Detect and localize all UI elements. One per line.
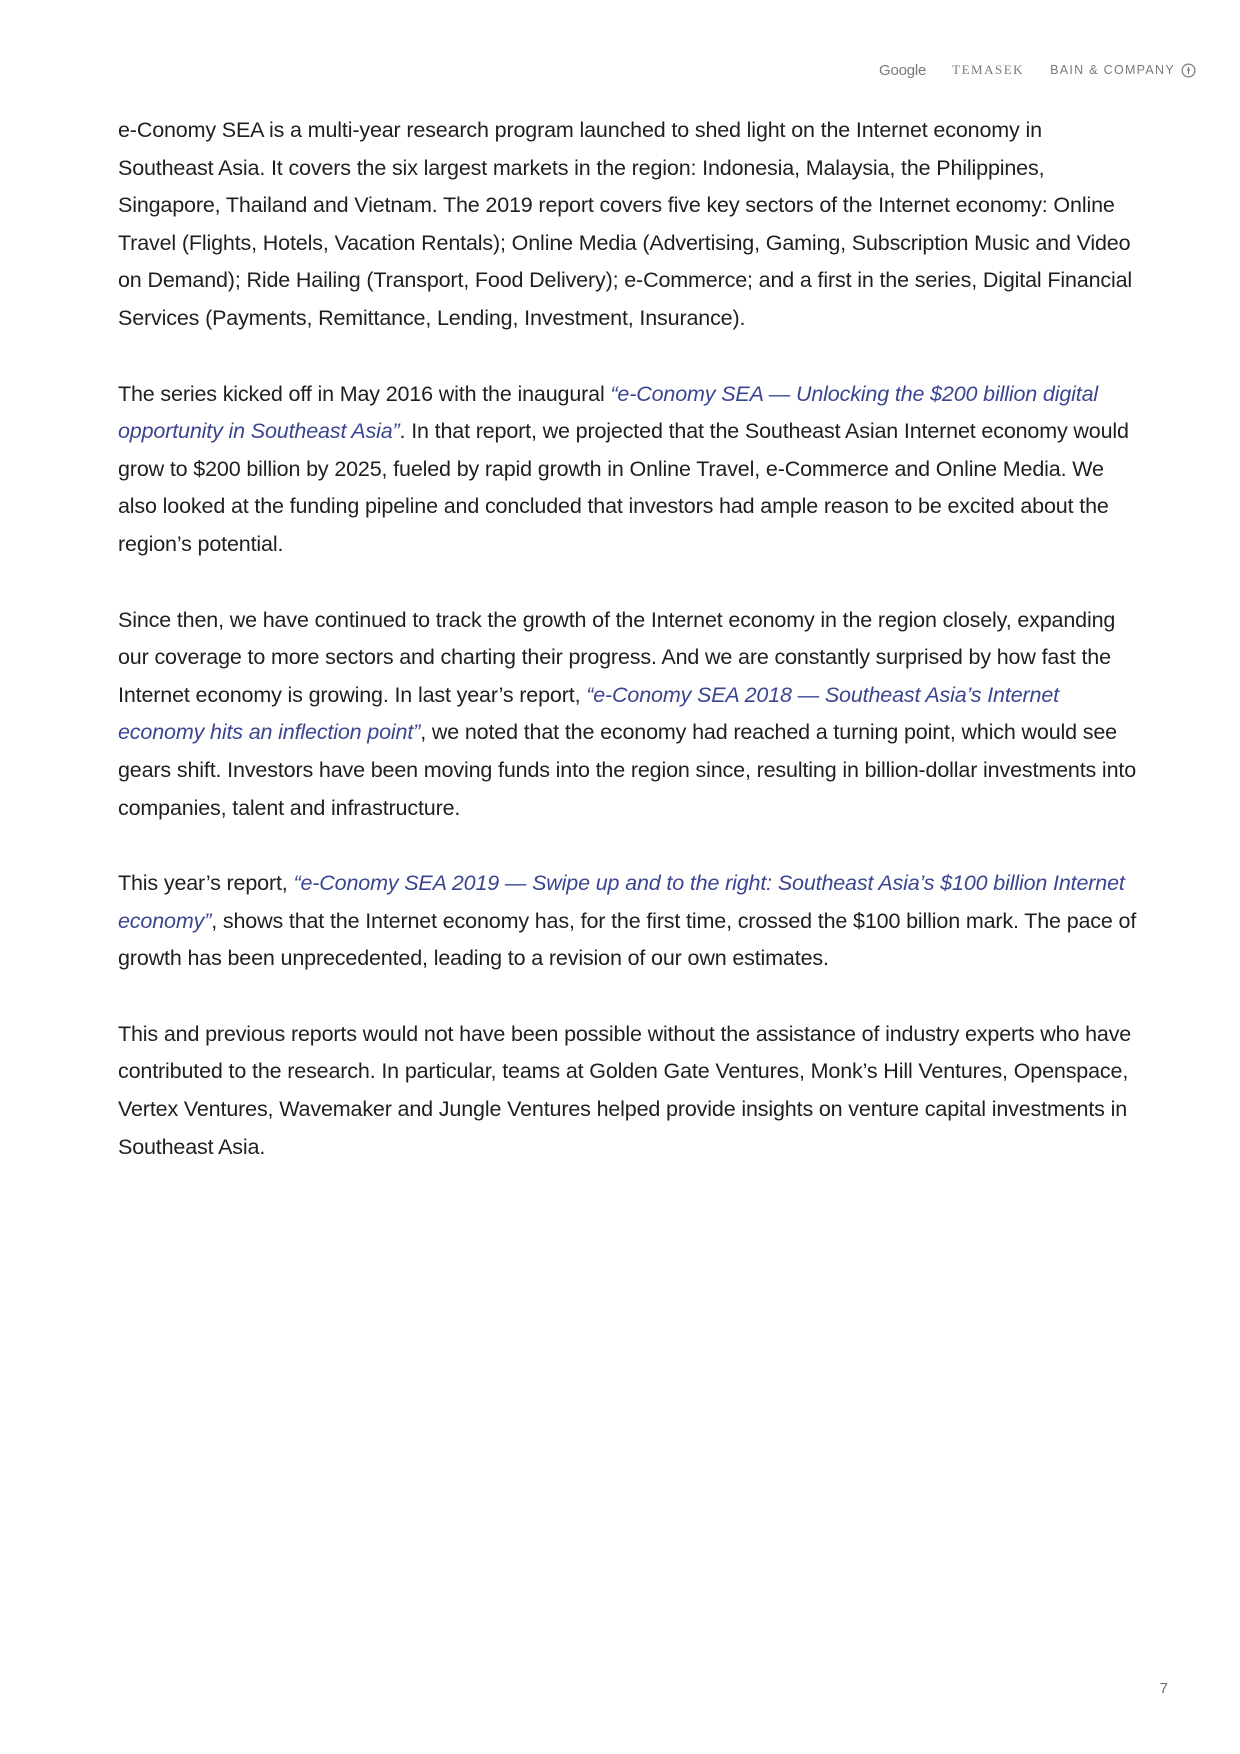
bain-logo-text: BAIN & COMPANY [1050, 63, 1175, 77]
partner-logos [879, 58, 1196, 82]
google-logo: Google [879, 61, 927, 79]
paragraph-text: This and previous reports would not have been possible without the assistance of industry experts who have contributed to the research. In particular, teams at Golden Gate Ventures, Monk’s Hill Ventures, Openspace, Vertex Ventures, Wavemaker and Jungle Ventures helped provide insights on venture capital investments in Southeast Asia. [118, 1021, 1132, 1159]
bain-logo [1050, 63, 1196, 78]
report-body [118, 112, 1138, 1204]
paragraph-text: This year’s report, [118, 871, 294, 896]
paragraph-acknowledgements [118, 1016, 1138, 1166]
paragraph-tracking-growth [118, 602, 1138, 828]
paragraph-text: The series kicked off in May 2016 with the inaugural [118, 381, 611, 406]
paragraph-series-history [118, 376, 1138, 564]
paragraph-text: . In that report, we projected that the Southeast Asian Internet economy would grow to $200 billion by 2025, fueled by rapid growth in Online Travel, e-Commerce and Online Media. We also looked at the funding pipeline and concluded that investors had ample reason to be excited about the region’s potential. [118, 419, 1129, 556]
paragraph-text: e-Conomy SEA is a multi-year research program launched to shed light on the Internet economy in Southeast Asia. It covers the six largest markets in the region: Indonesia, Malaysia, the Philippines, Singapore, Thailand and Vietnam. The 2019 report covers five key sectors of the Internet economy: Online Travel (Flights, Hotels, Vacation Rentals); Online Media (Advertising, Gaming, Subscription Music and Video on Demand); Ride Hailing (Transport, Food Delivery); e-Commerce; and a first in the series, Digital Financial Services (Payments, Remittance, Lending, Investment, Insurance). [118, 118, 1133, 330]
report-2018-link[interactable]: “e-Conomy SEA 2018 — Southeast Asia’s Internet economy hits an inflection point” [118, 682, 1059, 745]
paragraph-text: , shows that the Internet economy has, for the first time, crossed the $100 billion mark. The pace of growth has been unprecedented, leading to a revision of our own estimates. [118, 908, 1137, 971]
paragraph-text: , we noted that the economy had reached a turning point, which would see gears shift. Investors have been moving funds into the region since, resulting in billion-dollar investments into companies, talent and infrastructure. [118, 720, 1137, 820]
report-2019-link[interactable]: “e-Conomy SEA 2019 — Swipe up and to the right: Southeast Asia’s $100 billion Internet economy” [118, 871, 1125, 933]
paragraph-program-overview [118, 112, 1138, 338]
bain-compass-icon [1181, 63, 1196, 78]
report-2016-link[interactable]: “e-Conomy SEA — Unlocking the $200 billion digital opportunity in Southeast Asia” [118, 381, 1099, 444]
paragraph-this-years-report [118, 865, 1138, 978]
temasek-logo: TEMASEK [952, 62, 1025, 77]
paragraph-text: Since then, we have continued to track the growth of the Internet economy in the region closely, expanding our coverage to more sectors and charting their progress. And we are constantly surprised by how fast the Internet economy is growing. In last year’s report, [118, 607, 1116, 707]
page-number: 7 [1159, 1680, 1168, 1697]
